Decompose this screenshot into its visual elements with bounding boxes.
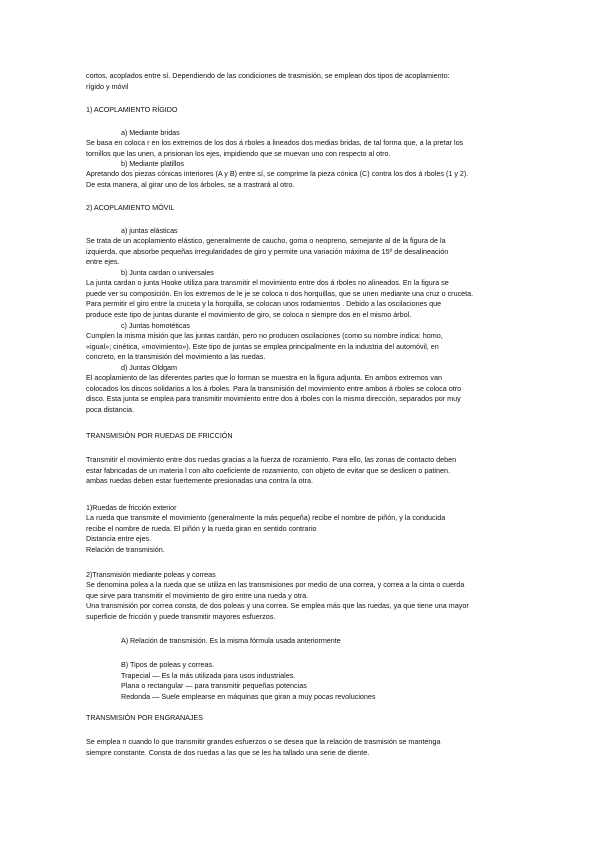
subheading-cardan: b) Junta cardan o universales: [121, 268, 214, 277]
text-line: que sirve para transmitir el movimiento de giro entre una rueda y otra.: [86, 590, 309, 600]
text-line: El acoplamiento de las diferentes partes que lo forman se muestra en la figura adjunta. En ambos extremos van: [86, 373, 442, 382]
list-item: Plana o rectangular — para transmitir pequeñas potencias: [121, 681, 307, 691]
text-line: La rueda que transmite el movimiento (generalmente la más pequeña) recibe el nombre de piñón, y la conducida: [86, 513, 446, 522]
section-heading-movil: 2) ACOPLAMIENTO MÓVIL: [86, 203, 175, 212]
text-line: colocados los discos solidarios a los á rboles. Para la transmisión del movimiento entre ambos á rboles se coloca otro: [86, 383, 462, 393]
text-line: rígido y móvil: [86, 81, 129, 91]
text-line: siempre constante. Consta de dos ruedas a las que se les ha tallado una serie de diente.: [86, 747, 370, 757]
text-line: La junta cardan o junta Hooke utiliza para transmitir el movimiento entre dos á rboles no alineados. En la figura se: [86, 278, 449, 287]
paragraph-cardan: [86, 278, 516, 320]
text-line: recibe el nombre de rueda. El piñón y la rueda giran en sentido contrario: [86, 523, 317, 533]
subheading-homoteticas: c) Juntas homotéticas: [121, 321, 190, 330]
section-heading-engranajes: TRANSMISIÓN POR ENGRANAJES: [86, 713, 203, 722]
section-heading-friccion: TRANSMISIÓN POR RUEDAS DE FRICCIÓN: [86, 431, 233, 440]
text-line: cortos, acoplados entre sí. Dependiendo de las condiciones de trasmisión, se emplean dos tipos de acoplamiento:: [86, 71, 450, 80]
text-line: Transmitir el movimiento entre dos ruedas gracias a la fuerza de rozamiento. Para ello, las zonas de contacto deben: [86, 455, 457, 464]
text-line: estar fabricadas de un materia l con alto coeficiente de rozamiento, con objeto de evitar que se deslicen o patinen.: [86, 465, 450, 475]
paragraph-homoteticas: [86, 331, 516, 363]
list-tipos-poleas: [121, 660, 501, 702]
text-line: Se denomina polea a la rueda que se utiliza en las transmisiones por medio de una correa, y correa a la cinta o cuerda: [86, 580, 465, 589]
text-line: produce este tipo de juntas durante el movimiento de giro, se coloca n siempre dos en el mismo árbol.: [86, 309, 412, 319]
text-line: Distancia entre ejes.: [86, 534, 152, 544]
list-title: B) Tipos de poleas y correas.: [121, 660, 215, 669]
text-line: Se emplea n cuando lo que transmitir grandes esfuerzos o se desea que la relación de trasmisión se mantenga: [86, 737, 441, 746]
section-heading-rigid: 1) ACOPLAMIENTO RÍGIDO: [86, 105, 178, 114]
text-line: Se basa en coloca r en los extremos de los dos á rboles a lineados dos medias bridas, de tal forma que, a la pretar los: [86, 138, 464, 147]
text-line: «igual»; cinética, «movimiento»). Este tipo de juntas se emplea principalmente en la industria del automóvil, en: [86, 341, 439, 351]
text-line: puede ver su composición. En los extremos de le je se coloca n dos horquillas, que se unen mediante una cruz o cruceta.: [86, 288, 474, 298]
text-line: concreto, en la transmisión del movimiento a las ruedas.: [86, 352, 266, 362]
subheading-oldgam: d) Juntas Oldgam: [121, 363, 177, 372]
list-item: Redonda — Suele emplearse en máquinas que giran a muy pocas revoluciones: [121, 691, 376, 701]
paragraph-friccion-exterior: [86, 513, 516, 555]
list-item: Trapecial — Es la más utilizada para usos industriales.: [121, 670, 296, 680]
text-line: Apretando dos piezas cónicas interiores (A y B) entre sí, se comprime la pieza cónica (C) contra los dos á rboles (1 y 2).: [86, 169, 469, 178]
subheading-friccion-exterior: 1)Ruedas de fricción exterior: [86, 503, 177, 512]
text-line: izquierda, que absorbe pequeñas irregularidades de giro y permite una variación máxima de 15º de desalineación: [86, 246, 449, 256]
paragraph-elasticas: [86, 236, 516, 268]
intro-paragraph: [86, 71, 516, 92]
text-line: tornillos que las unen, a prisionan los ejes, impidiendo que se muevan uno con respecto al otro.: [86, 148, 391, 158]
text-line: disco. Esta junta se emplea para transmitir movimiento entre dos á rboles con la misma dirección, separados por muy: [86, 394, 461, 404]
subheading-bridas: a) Mediante bridas: [121, 128, 180, 137]
text-line: Cumplen la misma misión que las juntas cardán, pero no producen oscilaciones (como su nombre indica: homo,: [86, 331, 443, 340]
text-line: superficie de fricción y puede transmitir mayores esfuerzos.: [86, 611, 276, 621]
text-line: entre ejes.: [86, 257, 120, 267]
subheading-poleas: 2)Transmisión mediante poleas y correas: [86, 570, 216, 579]
paragraph-poleas: [86, 580, 516, 622]
text-line: ambas ruedas deben estar fuertemente presionadas una contra la otra.: [86, 476, 313, 486]
text-line: Para permitir el giro entre la cruceta y la horquilla, se colocan unos rodamientos . Debido a las oscilaciones que: [86, 299, 442, 309]
paragraph-friccion: [86, 455, 516, 487]
text-line: poca distancia.: [86, 404, 134, 414]
text-line: Una transmisión por correa consta, de dos poleas y una correa. Se emplea más que las ruedas, ya que tiene una mayor: [86, 601, 469, 611]
paragraph-platillos: [86, 169, 516, 190]
paragraph-oldgam: [86, 373, 516, 415]
text-line: Se trata de un acoplamiento elástico, generalmente de caucho, goma o neopreno, semejante al de la figura de la: [86, 236, 446, 245]
text-line: Relación de transmisión.: [86, 544, 165, 554]
paragraph-bridas: [86, 138, 516, 159]
paragraph-engranajes: [86, 737, 516, 758]
subheading-elasticas: a) juntas elásticas: [121, 226, 178, 235]
subheading-platillos: b) Mediante platillos: [121, 159, 184, 168]
item-relacion-transmision: A) Relación de transmisión. Es la misma fórmula usada anteriormente: [121, 636, 341, 645]
text-line: De esta manera, al girar uno de los árboles, se a rrastrará al otro.: [86, 179, 295, 189]
